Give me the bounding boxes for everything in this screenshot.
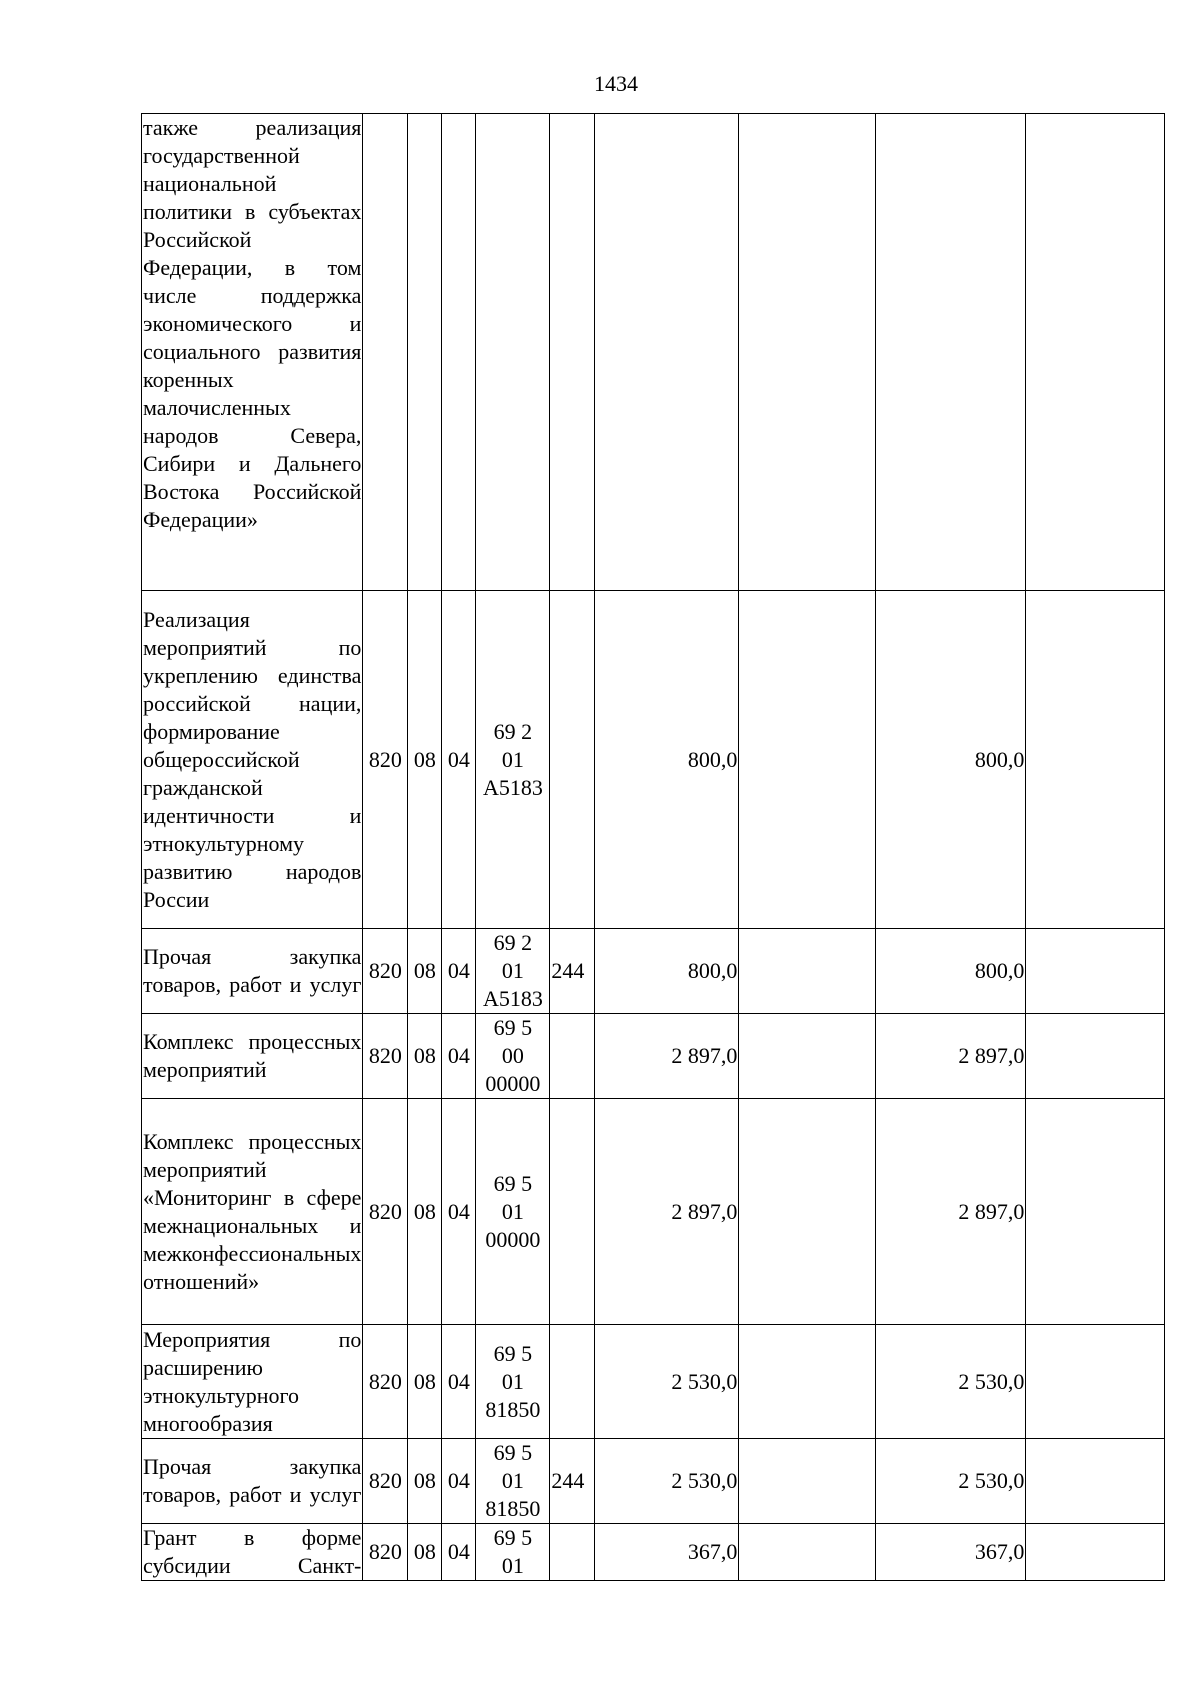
amount-col-9 — [1026, 1099, 1165, 1325]
amount-col-7 — [739, 1099, 876, 1325]
amount-col-9 — [1026, 929, 1165, 1014]
section-code — [408, 114, 442, 591]
expense-type-code — [550, 1099, 595, 1325]
subsection-code: 04 — [442, 591, 476, 929]
row-name: Грант в форме субсидии Санкт- — [142, 1524, 363, 1581]
target-article-code: 69 2 01 А5183 — [476, 929, 550, 1014]
amount-col-7 — [739, 1014, 876, 1099]
amount-col-9 — [1026, 1325, 1165, 1439]
ved-code — [363, 114, 408, 591]
expense-type-code — [550, 591, 595, 929]
amount-col-8 — [876, 114, 1026, 591]
expense-type-code: 244 — [550, 1439, 595, 1524]
target-article-code: 69 5 01 81850 — [476, 1325, 550, 1439]
amount-col-8: 2 530,0 — [876, 1439, 1026, 1524]
table-row — [142, 1014, 1165, 1099]
table-row — [142, 591, 1165, 929]
amount-col-8: 367,0 — [876, 1524, 1026, 1581]
amount-col-8: 2 897,0 — [876, 1099, 1026, 1325]
expense-type-code: 244 — [550, 929, 595, 1014]
ved-code: 820 — [363, 591, 408, 929]
amount-col-9 — [1026, 1439, 1165, 1524]
amount-col-7 — [739, 114, 876, 591]
target-article-code — [476, 114, 550, 591]
ved-code: 820 — [363, 1014, 408, 1099]
table-row — [142, 114, 1165, 591]
section-code: 08 — [408, 1099, 442, 1325]
subsection-code: 04 — [442, 929, 476, 1014]
subsection-code: 04 — [442, 1524, 476, 1581]
subsection-code: 04 — [442, 1439, 476, 1524]
amount-col-9 — [1026, 1014, 1165, 1099]
target-article-code: 69 5 00 00000 — [476, 1014, 550, 1099]
amount-col-9 — [1026, 591, 1165, 929]
subsection-code: 04 — [442, 1099, 476, 1325]
ved-code: 820 — [363, 1325, 408, 1439]
amount-total: 2 530,0 — [595, 1325, 739, 1439]
amount-total — [595, 114, 739, 591]
amount-col-8: 800,0 — [876, 591, 1026, 929]
ved-code: 820 — [363, 1439, 408, 1524]
amount-col-8: 2 897,0 — [876, 1014, 1026, 1099]
ved-code: 820 — [363, 1524, 408, 1581]
amount-col-7 — [739, 591, 876, 929]
amount-col-7 — [739, 1325, 876, 1439]
amount-col-8: 800,0 — [876, 929, 1026, 1014]
page-number: 1434 — [594, 71, 638, 96]
row-name: Прочая закупка товаров, работ и услуг — [142, 1439, 363, 1524]
target-article-code: 69 2 01 А5183 — [476, 591, 550, 929]
section-code: 08 — [408, 1439, 442, 1524]
amount-total: 800,0 — [595, 591, 739, 929]
amount-col-7 — [739, 1524, 876, 1581]
row-name: Мероприятия по расширению этнокультурного многообразия — [142, 1325, 363, 1439]
expense-type-code — [550, 1325, 595, 1439]
subsection-code: 04 — [442, 1014, 476, 1099]
amount-total: 800,0 — [595, 929, 739, 1014]
section-code: 08 — [408, 591, 442, 929]
subsection-code — [442, 114, 476, 591]
amount-col-7 — [739, 1439, 876, 1524]
amount-col-9 — [1026, 114, 1165, 591]
target-article-code: 69 5 01 00000 — [476, 1099, 550, 1325]
row-name: также реализация государственной национальной политики в субъектах Российской Федерации, в том числе поддержка экономического и социального развития коренных малочисленных народов Севера, Сибири и Дальнего Востока Российской Федерации» — [142, 114, 363, 591]
section-code: 08 — [408, 929, 442, 1014]
section-code: 08 — [408, 1014, 442, 1099]
amount-total: 367,0 — [595, 1524, 739, 1581]
expense-type-code — [550, 1524, 595, 1581]
row-name: Реализация мероприятий по укреплению единства российской нации, формирование общероссийской гражданской идентичности и этнокультурному развитию народов России — [142, 591, 363, 929]
table-row — [142, 1439, 1165, 1524]
amount-col-7 — [739, 929, 876, 1014]
amount-total: 2 897,0 — [595, 1099, 739, 1325]
row-name: Комплекс процессных мероприятий «Мониторинг в сфере межнациональных и межконфессиональных отношений» — [142, 1099, 363, 1325]
ved-code: 820 — [363, 929, 408, 1014]
budget-table — [141, 113, 1165, 1581]
amount-total: 2 897,0 — [595, 1014, 739, 1099]
table-row — [142, 929, 1165, 1014]
target-article-code: 69 5 01 — [476, 1524, 550, 1581]
row-name: Прочая закупка товаров, работ и услуг — [142, 929, 363, 1014]
expense-type-code — [550, 1014, 595, 1099]
expense-type-code — [550, 114, 595, 591]
table-row — [142, 1524, 1165, 1581]
table-row — [142, 1099, 1165, 1325]
ved-code: 820 — [363, 1099, 408, 1325]
target-article-code: 69 5 01 81850 — [476, 1439, 550, 1524]
amount-total: 2 530,0 — [595, 1439, 739, 1524]
amount-col-8: 2 530,0 — [876, 1325, 1026, 1439]
table-row — [142, 1325, 1165, 1439]
section-code: 08 — [408, 1325, 442, 1439]
row-name: Комплекс процессных мероприятий — [142, 1014, 363, 1099]
amount-col-9 — [1026, 1524, 1165, 1581]
subsection-code: 04 — [442, 1325, 476, 1439]
section-code: 08 — [408, 1524, 442, 1581]
